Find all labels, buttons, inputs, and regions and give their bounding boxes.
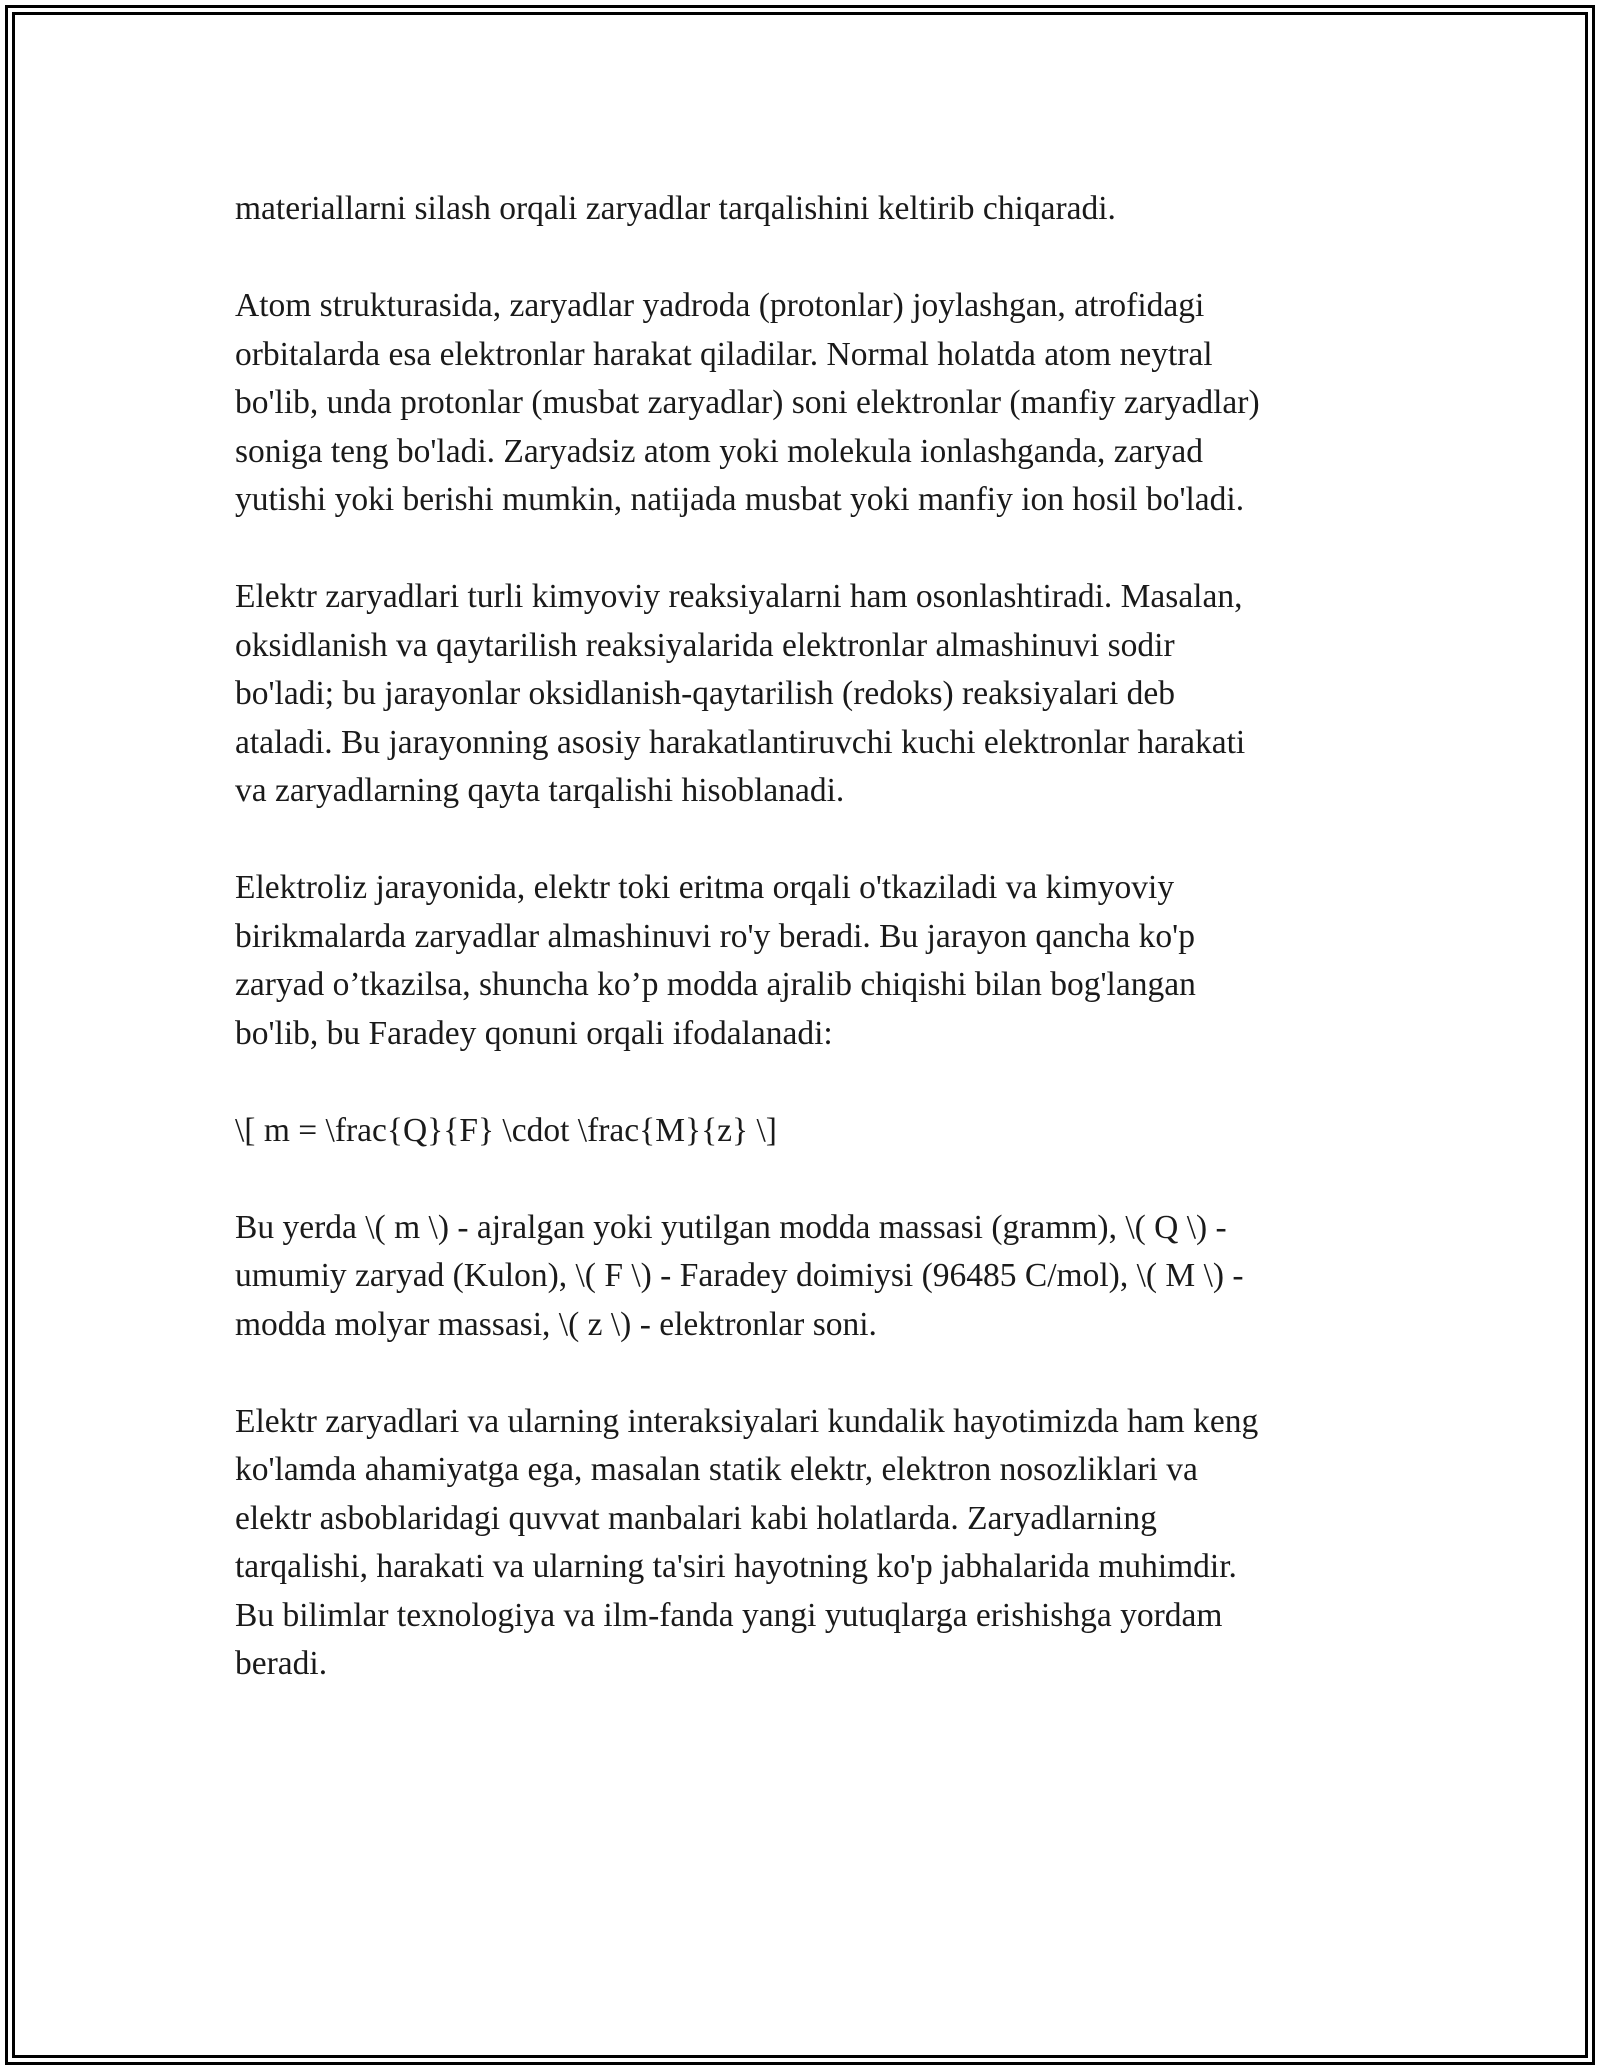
- paragraph: [235, 1204, 1375, 1350]
- text-line: elektr asboblaridagi quvvat manbalari kabi holatlarda. Zaryadlarning: [235, 1499, 1157, 1537]
- text-line: zaryad o’tkazilsa, shuncha ko’p modda ajralib chiqishi bilan bog'langan: [235, 966, 1196, 1003]
- text-line: modda molyar massasi, \( z \) - elektronlar soni.: [235, 1305, 877, 1343]
- text-line: va zaryadlarning qayta tarqalishi hisoblanadi.: [235, 772, 845, 809]
- text-line: \[ m = \frac{Q}{F} \cdot \frac{M}{z} \]: [235, 1111, 777, 1149]
- text-line: bo'lib, bu Faradey qonuni orqali ifodalanadi:: [235, 1014, 833, 1052]
- text-line: umumiy zaryad (Kulon), \( F \) - Faradey doimiysi (96485 C/mol), \( M \) -: [235, 1257, 1244, 1294]
- paragraph: [235, 1107, 1375, 1156]
- text-line: birikmalarda zaryadlar almashinuvi ro'y beradi. Bu jarayon qancha ko'p: [235, 917, 1195, 955]
- paragraph: [235, 185, 1375, 234]
- text-line: Bu yerda \( m \) - ajralgan yoki yutilgan modda massasi (gramm), \( Q \) -: [235, 1208, 1227, 1246]
- text-line: soniga teng bo'ladi. Zaryadsiz atom yoki molekula ionlashganda, zaryad: [235, 432, 1203, 470]
- text-line: beradi.: [235, 1645, 328, 1682]
- paragraph: [235, 864, 1375, 1058]
- text-line: materiallarni silash orqali zaryadlar tarqalishini keltirib chiqaradi.: [235, 190, 1116, 227]
- document-body: [235, 185, 1375, 1737]
- text-line: ko'lamda ahamiyatga ega, masalan statik elektr, elektron nosozliklari va: [235, 1451, 1198, 1488]
- text-line: Elektr zaryadlari turli kimyoviy reaksiyalarni ham osonlashtiradi. Masalan,: [235, 578, 1243, 615]
- text-line: bo'ladi; bu jarayonlar oksidlanish-qaytarilish (redoks) reaksiyalari deb: [235, 675, 1176, 712]
- text-line: oksidlanish va qaytarilish reaksiyalarida elektronlar almashinuvi sodir: [235, 626, 1175, 664]
- text-line: ataladi. Bu jarayonning asosiy harakatlantiruvchi kuchi elektronlar harakati: [235, 723, 1246, 761]
- text-line: orbitalarda esa elektronlar harakat qiladilar. Normal holatda atom neytral: [235, 335, 1213, 373]
- text-line: bo'lib, unda protonlar (musbat zaryadlar) soni elektronlar (manfiy zaryadlar): [235, 384, 1260, 421]
- text-line: Elektr zaryadlari va ularning interaksiyalari kundalik hayotimizda ham keng: [235, 1402, 1259, 1440]
- paragraph: [235, 1398, 1375, 1689]
- text-line: yutishi yoki berishi mumkin, natijada musbat yoki manfiy ion hosil bo'ladi.: [235, 481, 1245, 518]
- paragraph: [235, 573, 1375, 816]
- text-line: tarqalishi, harakati va ularning ta'siri hayotning ko'p jabhalarida muhimdir.: [235, 1548, 1237, 1585]
- text-line: Elektroliz jarayonida, elektr toki eritma orqali o'tkaziladi va kimyoviy: [235, 869, 1175, 906]
- text-line: Atom strukturasida, zaryadlar yadroda (protonlar) joylashgan, atrofidagi: [235, 287, 1205, 324]
- text-line: Bu bilimlar texnologiya va ilm-fanda yangi yutuqlarga erishishga yordam: [235, 1596, 1223, 1634]
- paragraph: [235, 282, 1375, 525]
